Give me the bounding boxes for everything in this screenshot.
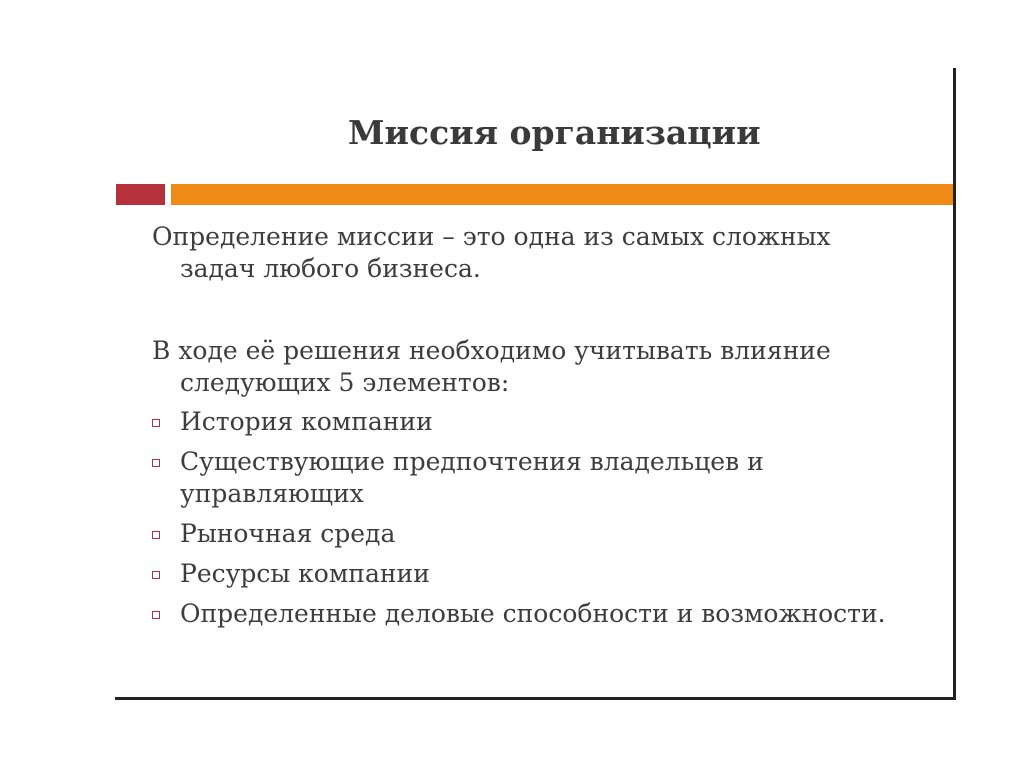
list-item-text: Определенные деловые способности и возможности. bbox=[180, 599, 886, 628]
list-item-text: История компании bbox=[180, 407, 433, 436]
slide-frame-right-border bbox=[953, 68, 956, 700]
square-bullet-icon bbox=[152, 419, 160, 427]
title-accent-bar-orange bbox=[171, 184, 953, 205]
paragraph-line: следующих 5 элементов: bbox=[180, 368, 510, 397]
list-item bbox=[152, 598, 886, 630]
title-accent-bar-red bbox=[116, 184, 165, 205]
list-item bbox=[152, 446, 886, 510]
square-bullet-icon bbox=[152, 611, 160, 619]
elements-bullet-list bbox=[152, 406, 886, 638]
list-item-text: Ресурсы компании bbox=[180, 559, 430, 588]
slide-frame-bottom-border bbox=[115, 697, 956, 700]
paragraph-mission-definition bbox=[152, 221, 912, 285]
list-item-text: Рыночная среда bbox=[180, 519, 396, 548]
list-item bbox=[152, 406, 886, 438]
paragraph-line: задач любого бизнеса. bbox=[180, 254, 481, 283]
paragraph-line: Определение миссии – это одна из самых сложных bbox=[152, 222, 831, 251]
slide-title: Миссия организации bbox=[348, 113, 761, 152]
square-bullet-icon bbox=[152, 571, 160, 579]
paragraph-line: В ходе её решения необходимо учитывать влияние bbox=[152, 336, 831, 365]
list-item-text: Существующие предпочтения владельцев и bbox=[180, 447, 764, 476]
list-item-text-continued: управляющих bbox=[180, 479, 364, 508]
paragraph-elements-intro bbox=[152, 335, 912, 399]
square-bullet-icon bbox=[152, 459, 160, 467]
list-item bbox=[152, 558, 886, 590]
list-item bbox=[152, 518, 886, 550]
square-bullet-icon bbox=[152, 531, 160, 539]
